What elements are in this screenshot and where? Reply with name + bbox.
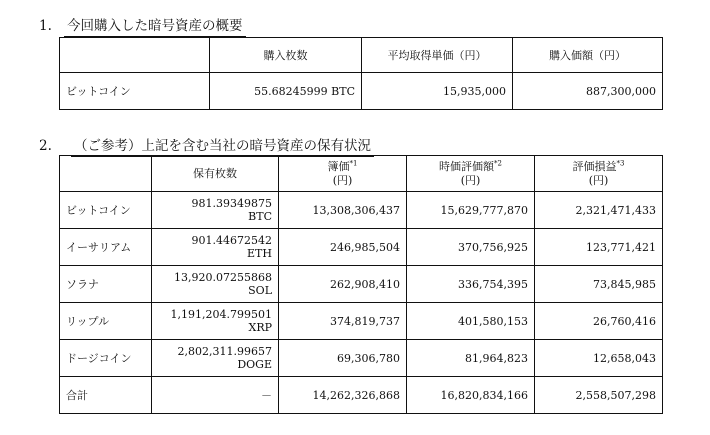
market-value: 15,629,777,870	[407, 192, 535, 229]
total-market-value: 16,820,834,166	[407, 377, 535, 414]
purchase-total: 887,300,000	[513, 73, 663, 110]
header-avg-price: 平均取得単価（円）	[362, 38, 513, 73]
total-unrealized-pl: 2,558,507,298	[535, 377, 663, 414]
section2-title: （ご参考）上記を含む当社の暗号資産の保有状況	[74, 138, 371, 154]
market-value-label: 時価評価額	[439, 159, 495, 173]
header-holdings: 保有枚数	[152, 156, 279, 192]
holdings-unit: BTC	[248, 210, 272, 223]
book-value-note: *1	[349, 159, 358, 168]
book-value: 246,985,504	[279, 229, 407, 266]
holdings-cell	[152, 303, 279, 340]
header-purchase-total: 購入価額（円）	[513, 38, 663, 73]
table-header-row	[60, 156, 663, 192]
holdings-unit: ETH	[247, 247, 272, 260]
holdings-cell	[152, 192, 279, 229]
total-row	[60, 377, 663, 414]
blank-header-cell	[60, 38, 210, 73]
market-value: 81,964,823	[407, 340, 535, 377]
avg-price: 15,935,000	[362, 73, 513, 110]
table-row	[60, 303, 663, 340]
table-row	[60, 73, 663, 110]
holdings-amount: 901.44672542	[191, 233, 272, 247]
row-label: ビットコイン	[60, 73, 210, 110]
book-value: 13,308,306,437	[279, 192, 407, 229]
section1-title: 今回購入した暗号資産の概要	[67, 18, 243, 34]
asset-label: イーサリアム	[60, 229, 152, 266]
blank-header-cell	[60, 156, 152, 192]
unrealized-pl: 26,760,416	[535, 303, 663, 340]
table-header-row	[60, 38, 663, 73]
asset-label: ビットコイン	[60, 192, 152, 229]
table-row	[60, 340, 663, 377]
holdings-unit: DOGE	[237, 358, 272, 371]
holdings-amount: 981.39349875	[191, 196, 272, 210]
holdings-table	[59, 155, 663, 414]
market-value-unit: (円)	[460, 173, 481, 187]
holdings-amount: 1,191,204.799501	[170, 307, 272, 321]
header-market-value	[407, 156, 535, 192]
purchase-amount: 55.68245999 BTC	[210, 73, 362, 110]
book-value: 262,908,410	[279, 266, 407, 303]
holdings-amount: 13,920.07255868	[174, 270, 272, 284]
unrealized-label: 評価損益	[572, 159, 617, 173]
section1-number: 1.	[39, 18, 52, 34]
market-value: 370,756,925	[407, 229, 535, 266]
book-value: 69,306,780	[279, 340, 407, 377]
holdings-cell	[152, 266, 279, 303]
market-value-note: *2	[494, 159, 502, 168]
header-purchase-amount: 購入枚数	[210, 38, 362, 73]
book-value: 374,819,737	[279, 303, 407, 340]
section2-number: 2.	[39, 138, 52, 154]
market-value: 401,580,153	[407, 303, 535, 340]
asset-label: ドージコイン	[60, 340, 152, 377]
book-value-unit: (円)	[332, 173, 353, 187]
table-row	[60, 229, 663, 266]
asset-label: リップル	[60, 303, 152, 340]
unrealized-pl: 2,321,471,433	[535, 192, 663, 229]
header-unrealized	[535, 156, 663, 192]
unrealized-note: *3	[616, 159, 625, 168]
holdings-cell	[152, 340, 279, 377]
book-value-label: 簿価	[327, 159, 350, 173]
header-book-value	[279, 156, 407, 192]
holdings-cell	[152, 229, 279, 266]
purchase-summary-table	[59, 37, 663, 110]
unrealized-unit: (円)	[588, 173, 609, 187]
market-value: 336,754,395	[407, 266, 535, 303]
holdings-unit: SOL	[248, 284, 272, 297]
asset-label: ソラナ	[60, 266, 152, 303]
table-row	[60, 266, 663, 303]
holdings-unit: XRP	[248, 321, 272, 334]
total-holdings: －	[152, 377, 279, 414]
holdings-amount: 2,802,311.99657	[177, 344, 272, 358]
unrealized-pl: 73,845,985	[535, 266, 663, 303]
unrealized-pl: 123,771,421	[535, 229, 663, 266]
total-book-value: 14,262,326,868	[279, 377, 407, 414]
table-row	[60, 192, 663, 229]
total-label: 合計	[60, 377, 152, 414]
unrealized-pl: 12,658,043	[535, 340, 663, 377]
